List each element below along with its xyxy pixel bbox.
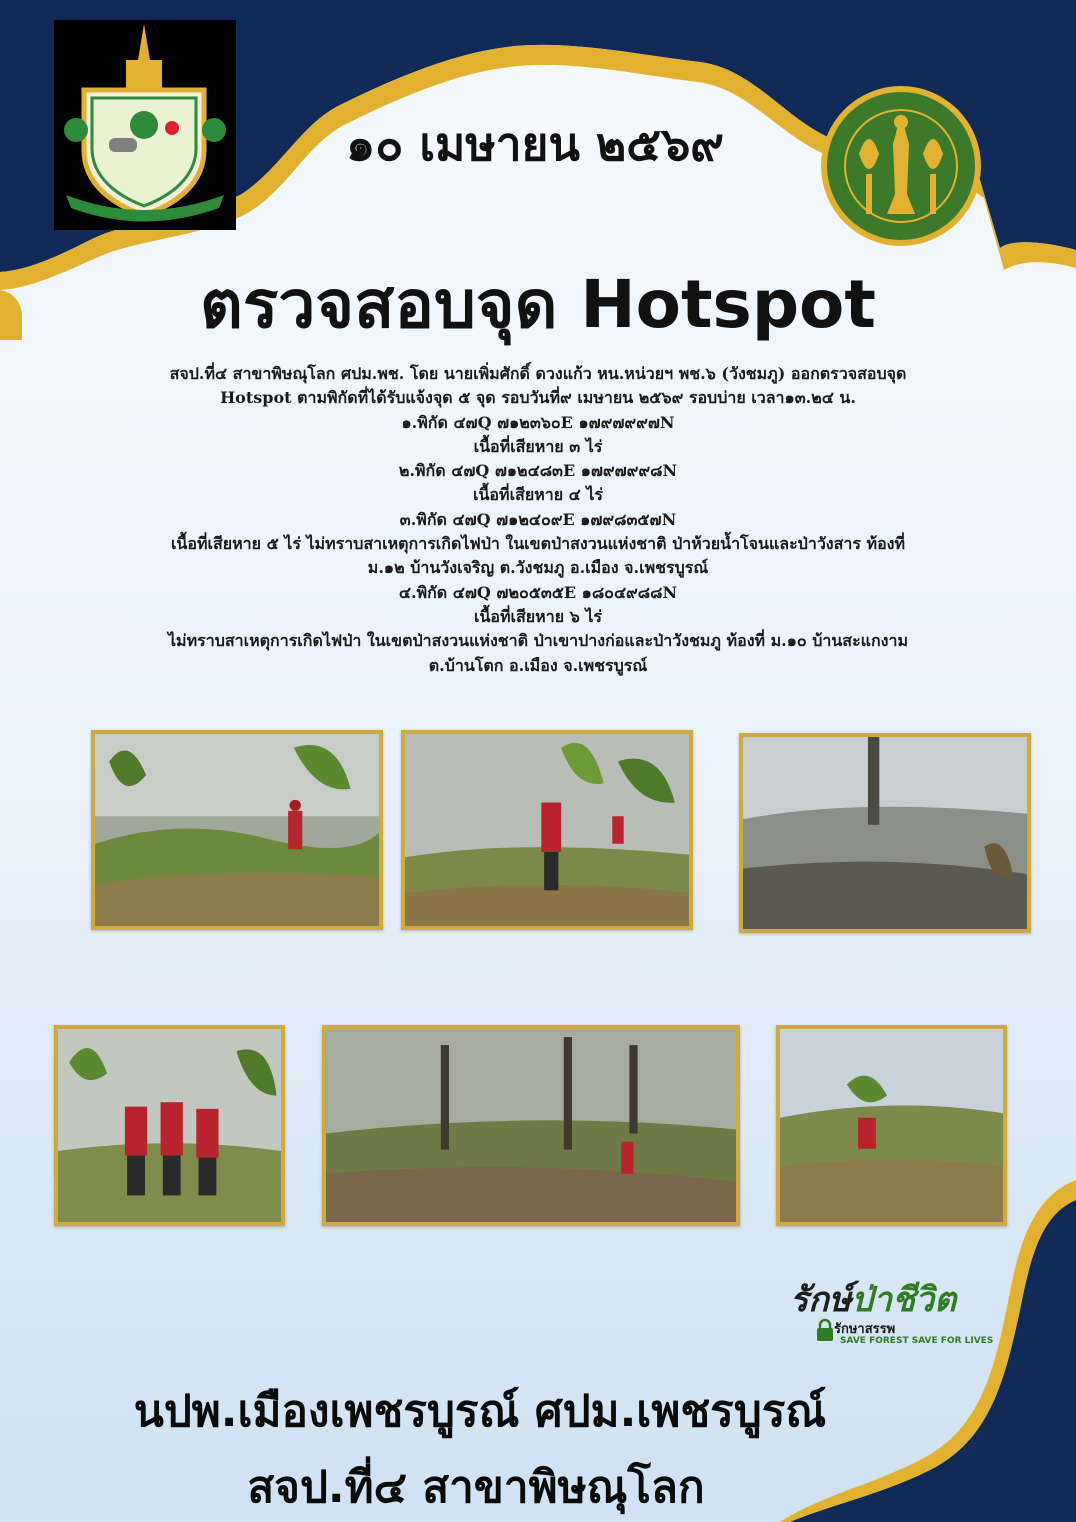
body-line: ๓.พิกัด ๔๗Q ๗๑๒๔๐๙E ๑๗๙๘๓๕๗N xyxy=(399,509,677,529)
campaign-subtitle: รักษาสรรพ xyxy=(834,1322,896,1337)
forest-department-seal-logo xyxy=(819,84,983,248)
campaign-word-highlight: ป่า xyxy=(851,1280,892,1320)
footer-organization-line-2: สจป.ที่๔ สาขาพิษณุโลก xyxy=(247,1462,705,1513)
body-line: ม.๑๒ บ้านวังเจริญ ต.วังชมภู อ.เมือง จ.เพชรบูรณ์ xyxy=(367,558,709,578)
field-photo-6 xyxy=(776,1025,1007,1226)
field-photo-2 xyxy=(401,730,693,930)
body-line: เนื้อที่เสียหาย ๔ ไร่ xyxy=(473,485,603,505)
lock-icon xyxy=(816,1318,834,1342)
campaign-word-highlight: ชีวิต xyxy=(891,1280,957,1320)
body-line: ๔.พิกัด ๔๗Q ๗๒๐๕๓๕E ๑๘๐๔๙๘๘N xyxy=(398,582,678,602)
date-heading: ๑๐ เมษายน ๒๕๖๙ xyxy=(346,117,724,171)
body-line: Hotspot ตามพิกัดที่ได้รับแจ้งจุด ๕ จุด รอบวันที่๙ เมษายน ๒๕๖๙ รอบบ่าย เวลา๑๓.๒๔ น. xyxy=(220,388,856,408)
field-photo-4 xyxy=(54,1025,285,1226)
campaign-word: รักษ์ xyxy=(790,1280,852,1320)
body-line: เนื้อที่เสียหาย ๕ ไร่ ไม่ทราบสาเหตุการเกิดไฟป่า ในเขตป่าสงวนแห่งชาติ ป่าห้วยน้ำโจนและป่าวังสาร ท้องที่ xyxy=(170,534,906,554)
page-title: ตรวจสอบจุด Hotspot xyxy=(200,266,876,343)
ministry-emblem-logo xyxy=(54,20,236,230)
footer-organization-line-1: นปพ.เมืองเพชรบูรณ์ ศปม.เพชรบูรณ์ xyxy=(133,1386,827,1437)
campaign-logo xyxy=(790,1272,994,1352)
body-line: เนื้อที่เสียหาย ๓ ไร่ xyxy=(473,436,603,456)
field-photo-5 xyxy=(322,1025,740,1226)
field-photo-3 xyxy=(739,733,1031,933)
body-line: ไม่ทราบสาเหตุการเกิดไฟป่า ในเขตป่าสงวนแห่งชาติ ป่าเขาปางก่อและป่าวังชมภู ท้องที่ ม.๑๐ บ้านสะแกงาม xyxy=(167,631,909,651)
body-line: ๑.พิกัด ๔๗Q ๗๑๒๓๖๐E ๑๗๙๗๙๙๗N xyxy=(401,412,675,432)
body-line: สจป.ที่๔ สาขาพิษณุโลก ศปม.พช. โดย นายเพิ่มศักดิ์ ดวงแก้ว หน.หน่วยฯ พช.๖ (วังชมภู) ออกตรวจสอบจุด xyxy=(169,364,907,383)
report-body xyxy=(70,362,1006,678)
campaign-english-slogan: SAVE FOREST SAVE FOR LIVES xyxy=(840,1336,994,1346)
body-line: เนื้อที่เสียหาย ๖ ไร่ xyxy=(473,606,602,626)
field-photo-1 xyxy=(91,730,383,930)
body-line: ต.บ้านโตก อ.เมือง จ.เพชรบูรณ์ xyxy=(428,655,648,675)
body-line: ๒.พิกัด ๔๗Q ๗๑๒๔๘๓E ๑๗๙๗๙๙๘N xyxy=(398,461,678,481)
